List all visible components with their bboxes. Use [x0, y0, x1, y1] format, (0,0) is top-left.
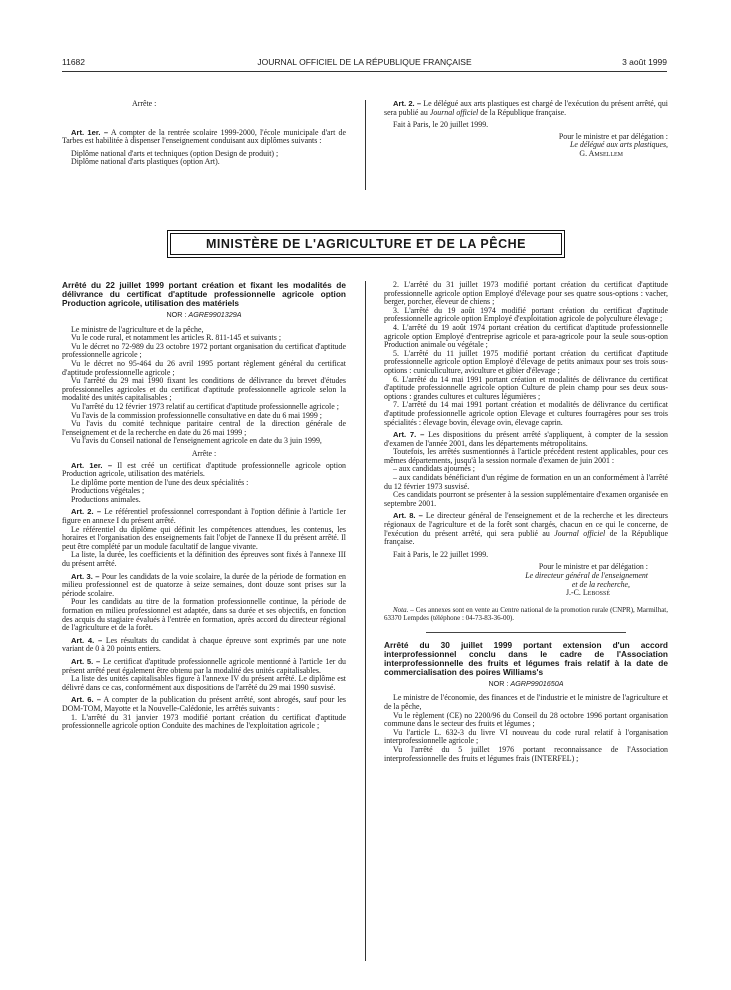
page-header [62, 57, 667, 69]
issue-date: 3 août 1999 [622, 57, 667, 67]
article-label: Art. 8. – [393, 511, 423, 521]
article-label: Art. 5. – [71, 656, 101, 666]
nor-line [384, 680, 668, 689]
article-text: Le référentiel professionnel correspondant à l'option définie à l'article 1er figure en annexe I du présent arrêté. [62, 507, 346, 526]
signature-line [384, 589, 648, 598]
ministry-box [167, 230, 565, 258]
preamble-line: Vu le décret no 95-464 du 26 avril 1995 portant règlement général du certificat d'aptitude professionnelle agricole ; [62, 358, 346, 377]
article [62, 696, 346, 713]
article-label: Art. 7. – [393, 430, 425, 440]
nor-code: AGRE9901329A [188, 310, 242, 319]
signature-line [384, 141, 668, 150]
preamble-line: Le ministre de l'économie, des finances et de l'industrie et le ministre de l'agriculture et de la pêche, [384, 693, 668, 711]
diplome-item: Diplôme national d'arts plastiques (option Art). [71, 157, 220, 167]
nota-label: Nota. – [393, 605, 414, 614]
article-label: Art. 2. – [393, 99, 422, 108]
arrete-title: Arrêté du 22 juillet 1999 portant création et fixant les modalités de délivrance du certificat d'aptitude professionnelle agricole option Production agricole, utilisation des matériels [62, 280, 346, 308]
preamble-line: Vu l'avis du Conseil national de l'enseignement agricole en date du 3 juin 1999, [71, 436, 322, 446]
article-paragraph: Le diplôme porte mention de l'une des deux spécialités : [71, 477, 249, 487]
nor-line [62, 311, 346, 320]
abrogation-item: 1. L'arrêté du 31 janvier 1973 modifié portant création du certificat d'aptitude professionnelle agricole option Conduite des machines de l'exploitation agricole ; [62, 712, 346, 731]
article-paragraph: La liste des unités capitalisables figure à l'annexe IV du présent arrêté. Le diplôme est délivré dans ce cas, conformément aux dispositions de l'arrêté du 29 mai 1990 susvisé. [62, 674, 346, 692]
specialite-item: Productions animales. [71, 494, 141, 504]
nor-code: AGRP9901650A [510, 678, 564, 688]
preamble-line: Vu l'arrêté du 12 février 1973 relatif au certificat d'aptitude professionnelle agricole ; [71, 401, 339, 411]
article-text: de la République française. [384, 528, 669, 547]
fait-line: Fait à Paris, le 20 juillet 1999. [393, 120, 489, 130]
article-text: Il est créé un certificat d'aptitude professionnelle agricole option Production agricole, utilisation des matériels. [62, 460, 346, 479]
article-label: Art. 4. – [71, 635, 103, 645]
article-label: Art. 2. – [71, 507, 102, 517]
article-paragraph: Le référentiel du diplôme qui définit les compétences attendues, les contenus, les horaires et l'organisation des enseignements fait l'objet de l'annexe II du présent arrêté. Il peut être complété par un module facultatif de langue vivante. [62, 524, 346, 551]
signature-title: et de la recherche, [571, 579, 630, 589]
article-label: Art. 1er. – [71, 127, 109, 137]
preamble-line: Vu l'avis de la commission professionnelle consultative en date du 6 mai 1999 ; [71, 410, 322, 420]
specialite-item: Productions végétales ; [71, 486, 145, 496]
article-text: Pour les candidats de la voie scolaire, la durée de la période de formation en milieu professionnel est de quatorze à seize semaines, dont douze sont prises sur la période scolaire. [62, 571, 346, 598]
article [62, 573, 346, 599]
article-label: Art. 1er. – [71, 460, 113, 470]
top-right-column [384, 100, 668, 159]
list-item: – aux candidats ajournés ; [393, 464, 475, 474]
abrogation-item: 6. L'arrêté du 14 mai 1991 portant création et modalités de délivrance du certificat d'aptitude professionnelle agricole option Culture de plein champ pour ses deux sous-options : grandes cultures et cultures légumières ; [384, 374, 668, 401]
abrogation-item: 2. L'arrêté du 31 juillet 1973 modifié portant création du certificat d'aptitude professionnelle agricole option Employé d'élevage pour ses quatre sous-options : vacher, berger, porcher, éleveur de chiens ; [384, 280, 668, 307]
preamble-line: Vu l'arrêté du 29 mai 1990 fixant les conditions de délivrance du brevet d'études professionnelles agricoles et du certificat d'aptitude professionnelle agricole selon la modalité des unités capitalisables ; [62, 376, 346, 403]
journal-name: Journal officiel [429, 107, 479, 117]
article-label: Art. 6. – [71, 695, 101, 705]
column-divider [365, 281, 366, 961]
ministry-title: MINISTÈRE DE L'AGRICULTURE ET DE LA PÊCHE [170, 233, 562, 255]
main-right-column [384, 281, 668, 763]
nota-text: Ces annexes sont en vente au Centre national de la promotion rurale (CNPR), Marmilhat, 63370 Lempdes (téléphone : 04-73-83-36-00). [384, 605, 669, 622]
nota [384, 606, 668, 622]
signature-line: Pour le ministre et par délégation : [538, 562, 648, 572]
article-paragraph: Ces candidats pourront se présenter à la session supplémentaire d'examen organisée en septembre 2001. [384, 490, 668, 508]
main-left-column [62, 281, 346, 731]
article [384, 100, 668, 117]
preamble-line: Le ministre de l'agriculture et de la pêche, [71, 324, 204, 334]
list-item: – aux candidats bénéficiant d'un régime de formation en un an conformément à l'arrêté du 12 février 1973 susvisé. [384, 473, 668, 491]
article [384, 512, 668, 546]
article-text: Le certificat d'aptitude professionnelle agricole mentionné à l'article 1er du présent arrêté peut également être obtenu par la modalité des unités capitalisables. [62, 656, 346, 675]
article [62, 462, 346, 479]
article-text: A compter de la rentrée scolaire 1999-2000, l'école municipale d'art de Tarbes est habilitée à dispenser l'enseignement conduisant aux diplômes suivants : [62, 127, 346, 146]
article-paragraph: La liste, la durée, les coefficients et la définition des épreuves sont fixés à l'annexe III du présent arrêté. [62, 550, 346, 569]
article [62, 508, 346, 525]
article-text: Le délégué aux arts plastiques est chargé de l'exécution du présent arrêté, qui sera publié au [384, 99, 668, 117]
article [62, 658, 346, 675]
article-paragraph: Toutefois, les arrêtés susmentionnés à l'article précédent restent applicables, pour ces mêmes départements, jusqu'à la session normale d'examen de juin 2001 : [384, 447, 668, 465]
page-number: 11682 [62, 57, 86, 67]
top-left-column [62, 100, 346, 167]
abrogation-item: 7. L'arrêté du 14 mai 1991 portant création et modalités de délivrance du certificat d'aptitude professionnelle agricole option Elevage et cultures fourragères pour ses trois spécialités : élevage bovin, élevage ovin, élevage caprin. [384, 400, 668, 427]
arrete-heading: Arrête : [191, 448, 217, 458]
article-text: Les dispositions du présent arrêté s'appliquent, à compter de la session d'examen de l'année 2001, dans les départements métropolitains. [384, 430, 668, 448]
diplome-item: Diplôme national d'arts et techniques (option Design de produit) ; [71, 148, 279, 158]
article [384, 431, 668, 448]
arrete-title: Arrêté du 30 juillet 1999 portant extension d'un accord interprofessionnel conclu dans le cadre de l'Association interprofessionnelle des fruits et légumes frais relatif à la date de commercialisation des poires Williams's [384, 639, 668, 677]
signature-block [384, 133, 668, 159]
signatory-name: G. Amsellem [579, 148, 623, 158]
nor-label: NOR : [166, 310, 187, 319]
abrogation-item: 4. L'arrêté du 19 août 1974 portant création du certificat d'aptitude professionnelle agricole option Employé d'entreprise agricole et para-agricole pour la seule sous-option Production animale ou végétale ; [384, 322, 668, 350]
arrete-heading: Arrête : [132, 99, 157, 108]
article [62, 637, 346, 654]
signature-line [384, 150, 668, 159]
article-text: A compter de la publication du présent arrêté, sont abrogés, sauf pour les DOM-TOM, Mayotte et la Nouvelle-Calédonie, les arrêtés suivants : [62, 695, 347, 713]
preamble-line: Vu l'avis du comité technique paritaire central de la direction générale de l'enseignement et de la recherche en date du 26 mai 1999 ; [62, 419, 346, 437]
signatory-name: J.-C. Lebossé [565, 588, 610, 598]
journal-name: Journal officiel [554, 528, 606, 538]
article-text: Le directeur général de l'enseignement et de la recherche et les directeurs régionaux de l'agriculture et de la forêt sont chargés, chacun en ce qui le concerne, de l'exécution du présent arrêté, qui sera publié au [384, 511, 668, 538]
fait-line: Fait à Paris, le 22 juillet 1999. [393, 549, 489, 559]
journal-title: JOURNAL OFFICIEL DE LA RÉPUBLIQUE FRANÇAISE [257, 57, 472, 67]
abrogation-item: 3. L'arrêté du 19 août 1974 modifié portant création du certificat d'aptitude professionnelle agricole option Employé d'exploitation agricole de polyculture élevage ; [384, 305, 668, 324]
signature-title: Le directeur général de l'enseignement [525, 571, 648, 580]
header-rule [62, 71, 667, 72]
nor-label: NOR : [488, 678, 509, 688]
signature-title: Le délégué aux arts plastiques, [570, 140, 668, 150]
preamble-line: Vu le code rural, et notamment les articles R. 811-145 et suivants ; [71, 333, 282, 343]
article [62, 129, 346, 146]
signature-block [384, 563, 668, 597]
article-text: Les résultats du candidat à chaque épreuve sont exprimés par une note variant de 0 à 20 points entiers. [62, 635, 346, 654]
signature-line: Pour le ministre et par délégation : [558, 131, 668, 141]
column-divider [365, 100, 366, 190]
preamble-line: Vu le règlement (CE) no 2200/96 du Conseil du 28 octobre 1996 portant organisation commune dans le secteur des fruits et légumes ; [384, 710, 668, 729]
abrogation-item: 5. L'arrêté du 11 juillet 1975 modifié portant création du certificat d'aptitude professionnelle agricole option Employé d'élevage de petits animaux pour ses trois sous-options : cuniculiculture, aviculture et gibier d'élevage ; [384, 348, 668, 375]
article-label: Art. 3. – [71, 571, 100, 581]
section-separator [426, 632, 626, 633]
article-text: de la République française. [480, 107, 567, 117]
preamble-line: Vu le décret no 72-989 du 23 octobre 1972 portant organisation du certificat d'aptitude professionnelle agricole ; [62, 341, 346, 360]
preamble-line: Vu l'article L. 632-3 du livre VI nouveau du code rural relatif à l'organisation interprofessionnelle agricole ; [384, 727, 668, 746]
article-paragraph: Pour les candidats au titre de la formation professionnelle continue, la période de formation en milieu professionnel est adaptée, dans sa durée et ses objectifs, en fonction des acquis du stagiaire évalués à l'entrée en formation, après accord du directeur régional de l'agriculture et de la forêt. [62, 597, 346, 633]
preamble-line: Vu l'arrêté du 5 juillet 1976 portant reconnaissance de l'Association interprofessionnelle des fruits et légumes frais (INTERFEL) ; [384, 744, 668, 763]
